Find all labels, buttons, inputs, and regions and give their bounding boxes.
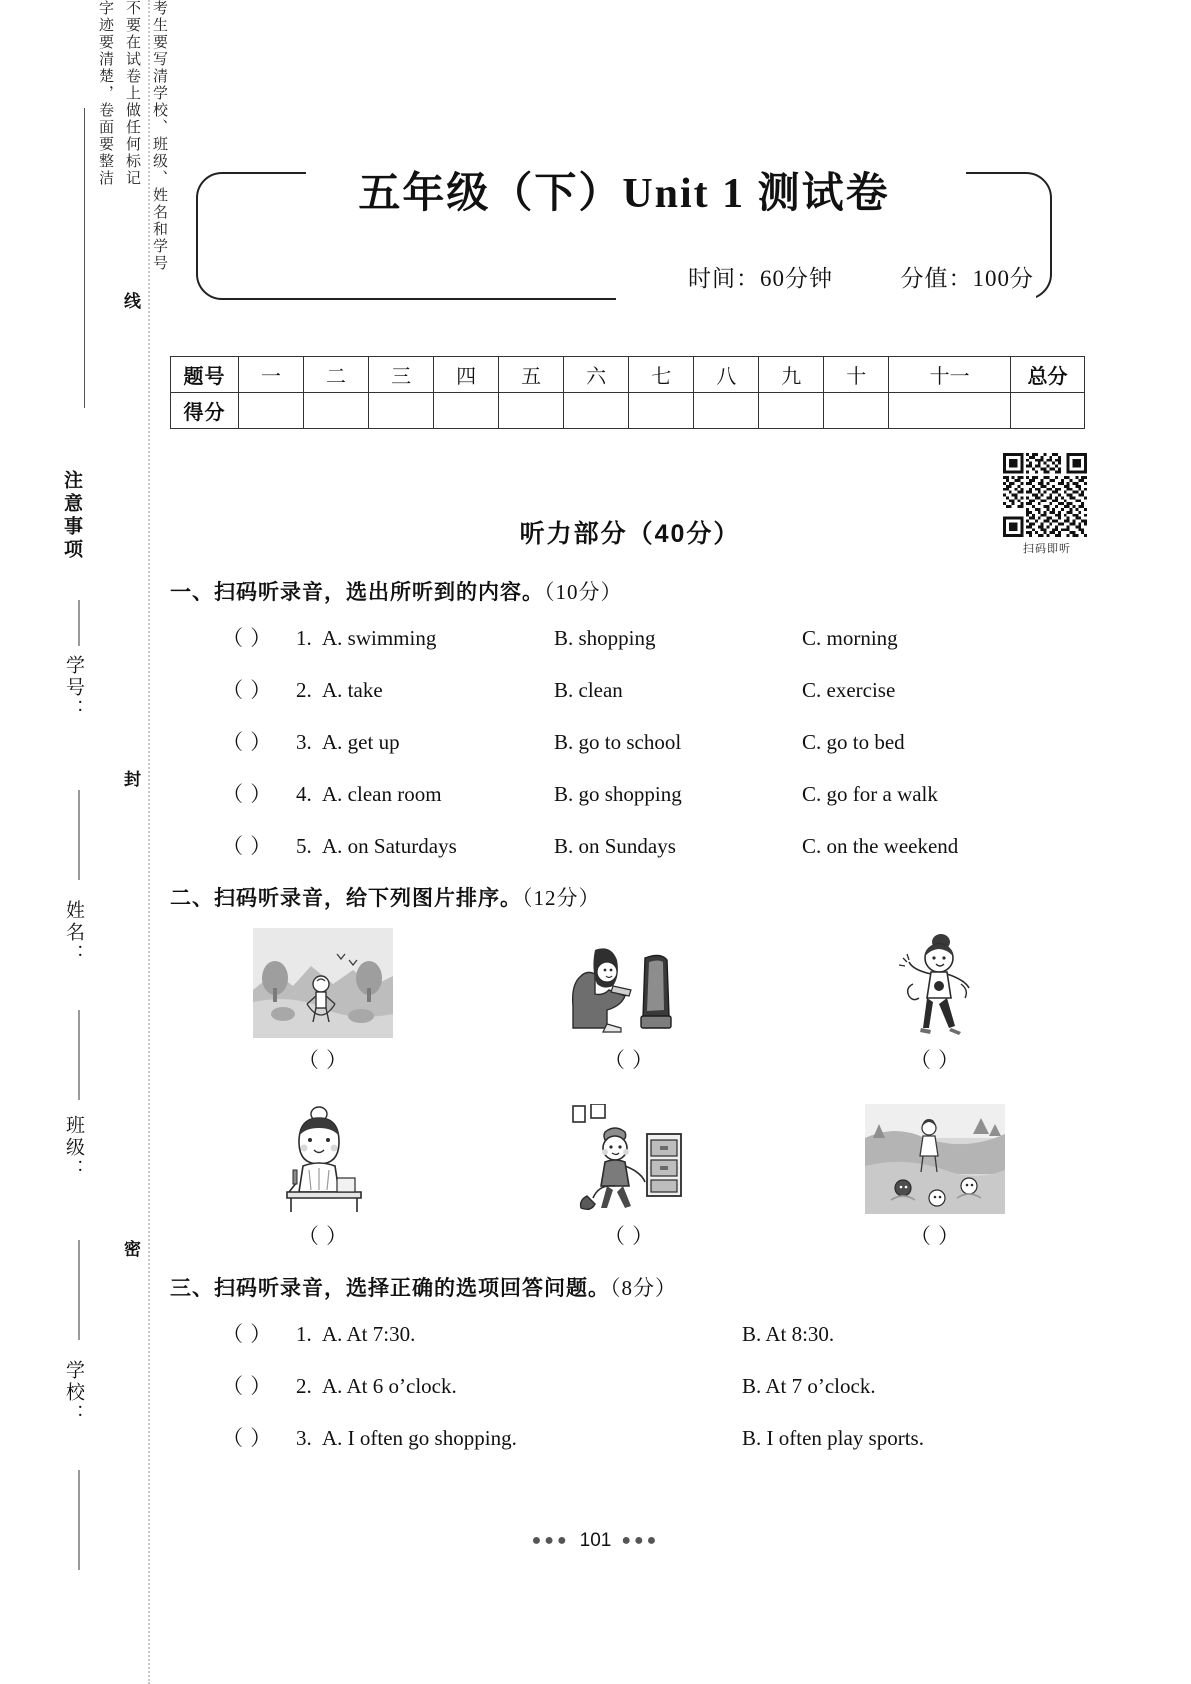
item-number: 1. xyxy=(296,626,312,650)
field-label-name: 姓名： xyxy=(63,900,84,966)
choice-c[interactable]: C. go for a walk xyxy=(802,782,938,806)
footer-dots-right: ●●● xyxy=(621,1532,660,1549)
seal-mark-feng: 封 xyxy=(121,770,140,790)
score-table-col-11: 十一 xyxy=(889,357,1011,393)
score-table xyxy=(170,356,1085,429)
picture-boy-jumping-rope-outdoors xyxy=(253,928,393,1038)
picture-girl-doing-exercise xyxy=(865,928,1005,1038)
section-one xyxy=(170,576,1090,860)
picture-girl-watching-tv xyxy=(559,928,699,1038)
list-item[interactable] xyxy=(170,674,1090,704)
choice-b[interactable]: B. At 8:30. xyxy=(742,1322,835,1346)
page-number: 101 xyxy=(579,1530,612,1551)
picture-girl-cleaning-room xyxy=(559,1104,699,1214)
score-cell-4[interactable] xyxy=(434,393,499,429)
score-table-col-7: 七 xyxy=(629,357,694,393)
seal-mark-xian: 线 xyxy=(121,292,140,312)
notice-line-2: 不要在试卷上做任何标记 xyxy=(124,0,140,187)
score-table-col-1: 一 xyxy=(239,357,304,393)
choice-c[interactable]: C. on the weekend xyxy=(802,834,959,858)
choice-a[interactable]: A. clean room xyxy=(322,782,442,806)
score-cell-8[interactable] xyxy=(694,393,759,429)
exam-time-label: 时间：60分钟 xyxy=(688,266,833,291)
list-item[interactable] xyxy=(476,928,782,1074)
table-row-scores xyxy=(171,393,1085,429)
item-number: 2. xyxy=(296,1374,312,1398)
choice-b[interactable]: B. shopping xyxy=(554,626,656,650)
list-item[interactable] xyxy=(170,830,1090,860)
score-table-col-8: 八 xyxy=(694,357,759,393)
score-cell-1[interactable] xyxy=(239,393,304,429)
answer-blank[interactable]: （ ） xyxy=(909,1224,961,1248)
answer-blank[interactable]: （ ） xyxy=(222,1322,273,1346)
choice-a[interactable]: A. At 6 o’clock. xyxy=(322,1374,457,1398)
score-table-col-5: 五 xyxy=(499,357,564,393)
page-title: 五年级（下）Unit 1 测试卷 xyxy=(358,171,890,217)
score-table-row-label-question: 题号 xyxy=(171,357,239,393)
choice-a[interactable]: A. take xyxy=(322,678,383,702)
list-item[interactable] xyxy=(170,1422,1090,1452)
picture-girl-reading-at-desk xyxy=(253,1104,393,1214)
answer-blank[interactable]: （ ） xyxy=(297,1224,349,1248)
section-one-score: （10分） xyxy=(544,580,623,604)
answer-blank[interactable]: （ ） xyxy=(222,834,273,858)
exam-margin-band xyxy=(0,0,170,1684)
score-cell-5[interactable] xyxy=(499,393,564,429)
table-row-question-numbers xyxy=(171,357,1085,393)
choice-a[interactable]: A. get up xyxy=(322,730,400,754)
notice-line-1: 考生要写清学校、班级、姓名和学号 xyxy=(151,0,167,272)
seal-mark-mi: 密 xyxy=(121,1240,140,1260)
notice-lines xyxy=(0,0,170,300)
exam-meta xyxy=(688,260,1034,293)
score-cell-10[interactable] xyxy=(824,393,889,429)
choice-b[interactable]: B. go shopping xyxy=(554,782,682,806)
answer-blank[interactable]: （ ） xyxy=(603,1224,655,1248)
field-label-school: 学校： xyxy=(63,1360,84,1426)
score-table-col-10: 十 xyxy=(824,357,889,393)
item-number: 3. xyxy=(296,1426,312,1450)
section-two-score: （12分） xyxy=(522,886,601,910)
choice-b[interactable]: B. on Sundays xyxy=(554,834,676,858)
score-cell-2[interactable] xyxy=(304,393,369,429)
field-line-4 xyxy=(78,1240,80,1340)
choice-b[interactable]: B. I often play sports. xyxy=(742,1426,924,1450)
answer-blank[interactable]: （ ） xyxy=(222,730,273,754)
choice-a[interactable]: A. I often go shopping. xyxy=(322,1426,517,1450)
qr-caption: 扫码即听 xyxy=(1023,543,1071,555)
seal-dotted-line xyxy=(148,0,150,1684)
choice-a[interactable]: A. on Saturdays xyxy=(322,834,457,858)
field-line-3 xyxy=(78,1010,80,1100)
list-item[interactable] xyxy=(170,1370,1090,1400)
exam-score-label: 分值：100分 xyxy=(900,266,1034,291)
section-two-heading xyxy=(170,882,1090,912)
choice-a[interactable]: A. swimming xyxy=(322,626,437,650)
choice-b[interactable]: B. go to school xyxy=(554,730,682,754)
item-number: 3. xyxy=(296,730,312,754)
score-cell-6[interactable] xyxy=(564,393,629,429)
answer-blank[interactable]: （ ） xyxy=(297,1048,349,1072)
section-one-heading xyxy=(170,576,1090,606)
choice-c[interactable]: C. go to bed xyxy=(802,730,905,754)
choice-a[interactable]: A. At 7:30. xyxy=(322,1322,416,1346)
score-cell-total[interactable] xyxy=(1011,393,1085,429)
answer-blank[interactable]: （ ） xyxy=(603,1048,655,1072)
score-table-col-4: 四 xyxy=(434,357,499,393)
choice-b[interactable]: B. clean xyxy=(554,678,623,702)
choice-c[interactable]: C. exercise xyxy=(802,678,896,702)
paper-header xyxy=(196,160,1052,300)
answer-blank[interactable]: （ ） xyxy=(222,678,273,702)
exam-body xyxy=(170,500,1090,1474)
item-number: 2. xyxy=(296,678,312,702)
list-item[interactable] xyxy=(476,1104,782,1250)
score-table-col-2: 二 xyxy=(304,357,369,393)
answer-blank[interactable]: （ ） xyxy=(222,626,273,650)
score-table-col-6: 六 xyxy=(564,357,629,393)
item-number: 1. xyxy=(296,1322,312,1346)
field-line-5 xyxy=(78,1470,80,1570)
field-line-2 xyxy=(78,790,80,880)
section-three xyxy=(170,1272,1090,1452)
score-table-col-3: 三 xyxy=(369,357,434,393)
score-cell-11[interactable] xyxy=(889,393,1011,429)
picture-children-playing-outside xyxy=(865,1104,1005,1214)
picture-order-grid xyxy=(170,928,1090,1254)
answer-blank[interactable]: （ ） xyxy=(222,782,273,806)
field-label-student-id: 学号： xyxy=(63,655,84,721)
notice-divider xyxy=(84,108,85,408)
score-cell-3[interactable] xyxy=(369,393,434,429)
list-item[interactable] xyxy=(170,726,1090,756)
score-cell-7[interactable] xyxy=(629,393,694,429)
field-line-1 xyxy=(78,600,80,646)
listening-part-title: 听力部分（40分） xyxy=(519,520,741,548)
list-item[interactable] xyxy=(170,622,1090,652)
notice-title: 注意事项 xyxy=(61,470,82,562)
section-three-heading-text: 三、扫码听录音，选择正确的选项回答问题。 xyxy=(170,1277,610,1300)
choice-b[interactable]: B. At 7 o’clock. xyxy=(742,1374,876,1398)
section-one-heading-text: 一、扫码听录音，选出所听到的内容。 xyxy=(170,581,544,604)
answer-blank[interactable]: （ ） xyxy=(222,1374,273,1398)
item-number: 5. xyxy=(296,834,312,858)
answer-blank[interactable]: （ ） xyxy=(909,1048,961,1072)
list-item[interactable] xyxy=(170,928,476,1074)
score-table-total-label: 总分 xyxy=(1011,357,1085,393)
choice-c[interactable]: C. morning xyxy=(802,626,898,650)
list-item[interactable] xyxy=(782,928,1088,1074)
section-two-heading-text: 二、扫码听录音，给下列图片排序。 xyxy=(170,887,522,910)
list-item[interactable] xyxy=(170,1104,476,1250)
score-table-row-label-score: 得分 xyxy=(171,393,239,429)
answer-blank[interactable]: （ ） xyxy=(222,1426,273,1450)
section-three-heading xyxy=(170,1272,1090,1302)
footer-dots-left: ●●● xyxy=(531,1532,570,1549)
list-item[interactable] xyxy=(170,778,1090,808)
field-label-class: 班级： xyxy=(63,1115,84,1181)
page-footer xyxy=(0,1530,1191,1552)
section-three-score: （8分） xyxy=(610,1276,677,1300)
score-cell-9[interactable] xyxy=(759,393,824,429)
item-number: 4. xyxy=(296,782,312,806)
list-item[interactable] xyxy=(170,1318,1090,1348)
score-table-col-9: 九 xyxy=(759,357,824,393)
notice-line-3: 字迹要清楚，卷面要整洁 xyxy=(97,0,113,187)
section-two xyxy=(170,882,1090,1254)
list-item[interactable] xyxy=(782,1104,1088,1250)
